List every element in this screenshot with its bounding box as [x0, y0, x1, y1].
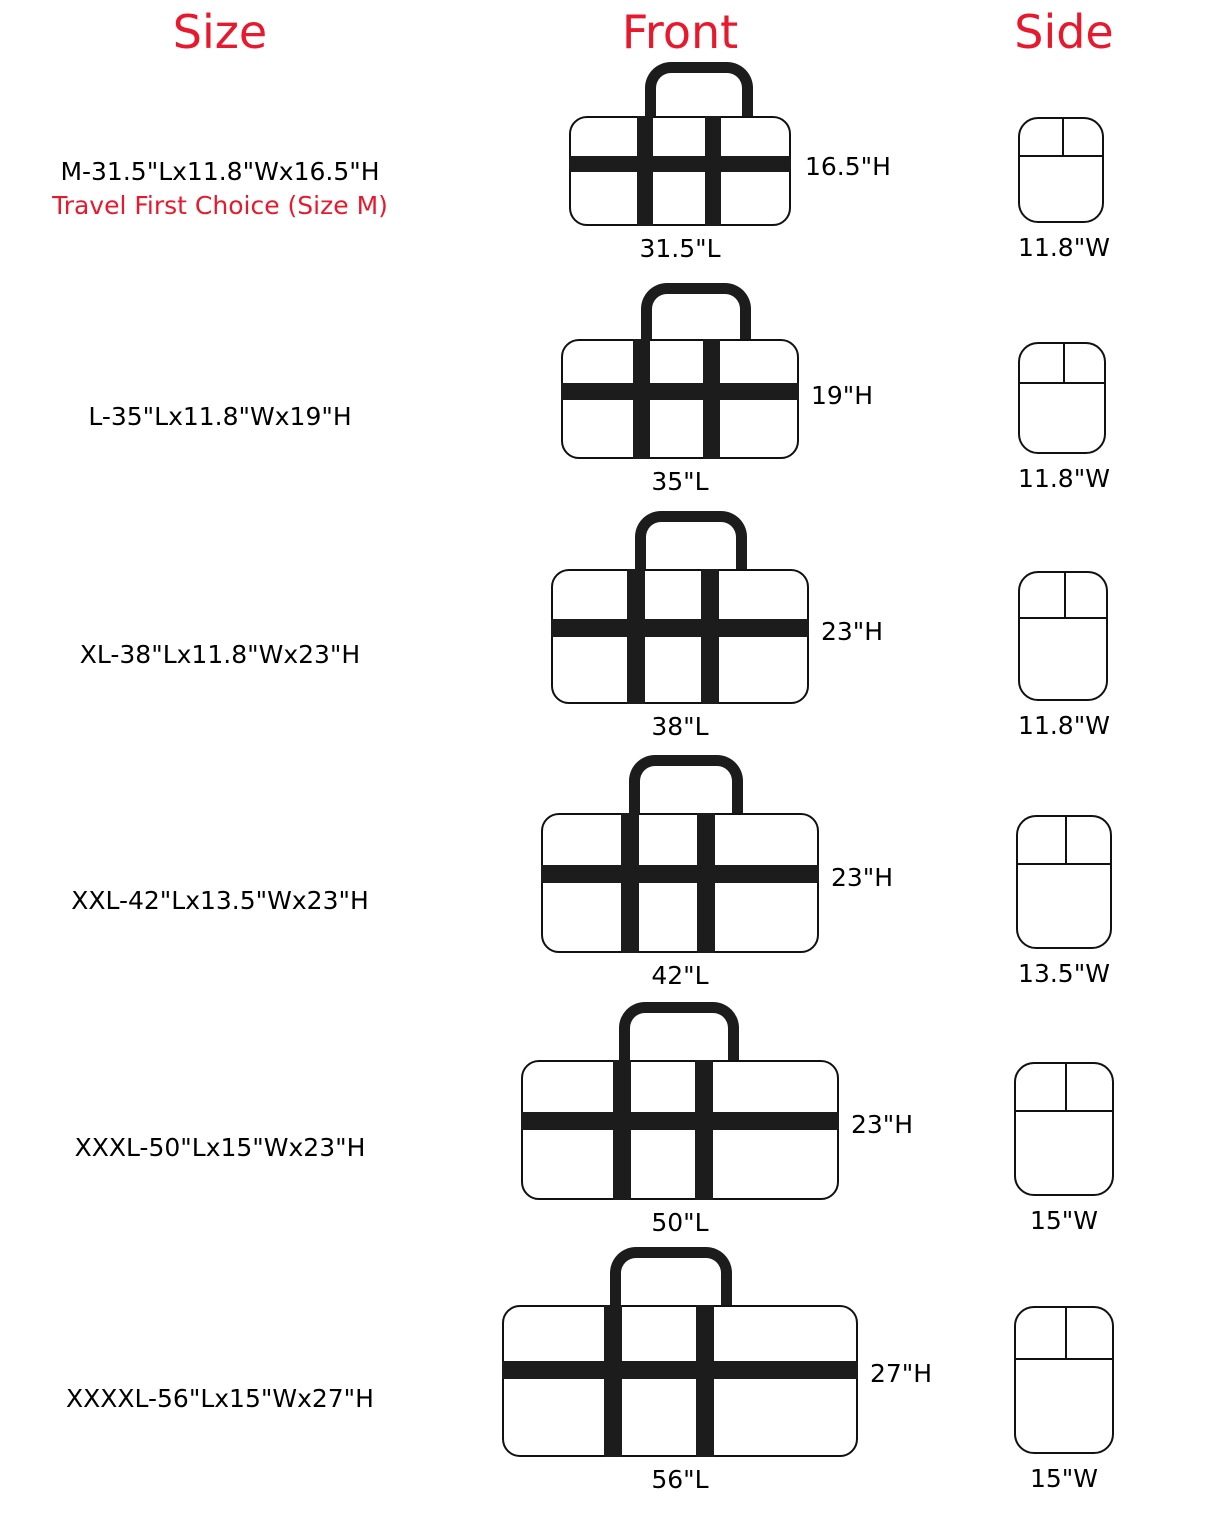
table-row [0, 76, 1208, 302]
side-view-cell [920, 117, 1208, 262]
bag-side-body [1018, 571, 1108, 701]
bag-side-body [1018, 117, 1104, 223]
front-view-cell [440, 1060, 920, 1237]
bag-handle-icon [635, 511, 747, 569]
side-divider-vertical [1064, 571, 1066, 617]
front-height-label: 16.5"H [805, 151, 891, 181]
side-view-cell [920, 1062, 1208, 1235]
bag-front-illustration [569, 116, 891, 263]
side-divider-vertical [1065, 815, 1067, 863]
front-view-cell [440, 813, 920, 990]
bag-side-body [1014, 1306, 1114, 1454]
front-view-cell [440, 116, 920, 263]
side-divider-horizontal [1014, 1358, 1114, 1360]
bag-strap-horizontal [502, 1361, 858, 1379]
bag-front-illustration [502, 1305, 933, 1494]
size-cell [0, 155, 440, 223]
front-length-label: 31.5"L [639, 233, 721, 263]
front-length-label: 56"L [651, 1464, 709, 1494]
bag-body [551, 569, 809, 704]
table-row [0, 302, 1208, 532]
size-label: M-31.5"Lx11.8"Wx16.5"H [60, 157, 380, 186]
front-height-label: 23"H [851, 1109, 914, 1139]
bag-strap-vertical-right [705, 116, 721, 226]
front-length-label: 50"L [651, 1207, 709, 1237]
bag-handle-icon [610, 1247, 732, 1305]
side-divider-horizontal [1014, 1110, 1114, 1112]
bag-side-illustration [1016, 815, 1112, 988]
bag-strap-horizontal [561, 383, 799, 400]
bag-front-illustration [521, 1060, 914, 1237]
size-cell [0, 638, 440, 672]
bag-strap-horizontal [541, 865, 819, 883]
bag-body [569, 116, 791, 226]
bag-side-illustration [1018, 342, 1110, 493]
front-view-cell [440, 1305, 933, 1494]
bag-body [561, 339, 799, 459]
front-height-label: 23"H [821, 617, 884, 646]
side-divider-horizontal [1016, 863, 1112, 865]
size-cell [0, 400, 440, 434]
bag-side-body [1014, 1062, 1114, 1196]
size-cell [0, 884, 440, 918]
bag-side-body [1016, 815, 1112, 949]
bag-body [502, 1305, 858, 1457]
front-length-label: 38"L [651, 712, 709, 741]
side-width-label: 11.8"W [1018, 463, 1110, 493]
size-label: XXL-42"Lx13.5"Wx23"H [71, 886, 369, 915]
bag-strap-vertical-left [627, 569, 645, 704]
bag-strap-horizontal [551, 619, 809, 637]
front-height-label: 19"H [811, 380, 874, 410]
bag-handle-icon [645, 62, 753, 116]
bag-strap-horizontal [569, 156, 791, 172]
table-row [0, 778, 1208, 1024]
bag-strap-horizontal [521, 1112, 839, 1130]
bag-side-body [1018, 342, 1106, 454]
side-view-cell [920, 571, 1208, 740]
side-width-label: 13.5"W [1018, 958, 1110, 988]
bag-strap-vertical-left [613, 1060, 631, 1200]
side-divider-horizontal [1018, 617, 1108, 619]
header-size: Size [172, 5, 268, 59]
header-front: Front [621, 5, 739, 59]
bag-side-illustration [1014, 1062, 1114, 1235]
chart-header [0, 0, 1208, 76]
bag-handle-icon [641, 283, 751, 339]
side-width-label: 15"W [1029, 1463, 1099, 1493]
size-note: Travel First Choice (Size M) [52, 191, 388, 220]
bag-front-illustration [561, 339, 874, 496]
bag-strap-vertical-right [697, 813, 715, 953]
side-divider-horizontal [1018, 382, 1106, 384]
bag-body [541, 813, 819, 953]
bag-body [521, 1060, 839, 1200]
side-divider-vertical [1065, 1306, 1067, 1358]
bag-strap-vertical-left [637, 116, 653, 226]
side-width-label: 15"W [1029, 1205, 1099, 1235]
side-divider-horizontal [1018, 155, 1104, 157]
size-label: XL-38"Lx11.8"Wx23"H [79, 640, 361, 669]
size-cell [0, 1382, 440, 1416]
size-label: XXXL-50"Lx15"Wx23"H [74, 1133, 366, 1162]
bag-strap-vertical-left [604, 1305, 622, 1457]
bag-strap-vertical-right [703, 339, 720, 459]
bag-strap-vertical-right [695, 1060, 713, 1200]
side-view-cell [920, 815, 1208, 988]
bag-front-illustration [541, 813, 894, 990]
bag-handle-icon [629, 755, 743, 813]
bag-strap-vertical-right [696, 1305, 714, 1457]
front-length-label: 35"L [651, 466, 709, 496]
front-height-label: 27"H [870, 1358, 933, 1388]
size-cell [0, 1131, 440, 1165]
bag-strap-vertical-left [633, 339, 650, 459]
bag-front-illustration [551, 569, 884, 741]
table-row [0, 1272, 1208, 1526]
bag-strap-vertical-right [701, 569, 719, 704]
side-view-cell [920, 342, 1208, 493]
front-view-cell [440, 339, 920, 496]
bag-side-illustration [1014, 1306, 1114, 1493]
front-view-cell [440, 569, 920, 741]
front-length-label: 42"L [651, 960, 709, 990]
side-divider-vertical [1063, 342, 1065, 382]
side-divider-vertical [1062, 117, 1064, 155]
front-height-label: 23"H [831, 862, 894, 892]
size-label: L-35"Lx11.8"Wx19"H [88, 402, 352, 431]
side-view-cell [920, 1306, 1208, 1493]
size-label: XXXXL-56"Lx15"Wx27"H [66, 1384, 374, 1413]
table-row [0, 1024, 1208, 1272]
side-width-label: 11.8"W [1018, 710, 1110, 740]
side-divider-vertical [1065, 1062, 1067, 1110]
header-side: Side [1014, 5, 1114, 59]
side-width-label: 11.8"W [1018, 232, 1110, 262]
bag-strap-vertical-left [621, 813, 639, 953]
table-row [0, 532, 1208, 778]
bag-handle-icon [619, 1002, 739, 1060]
bag-side-illustration [1018, 117, 1110, 262]
bag-side-illustration [1018, 571, 1110, 740]
